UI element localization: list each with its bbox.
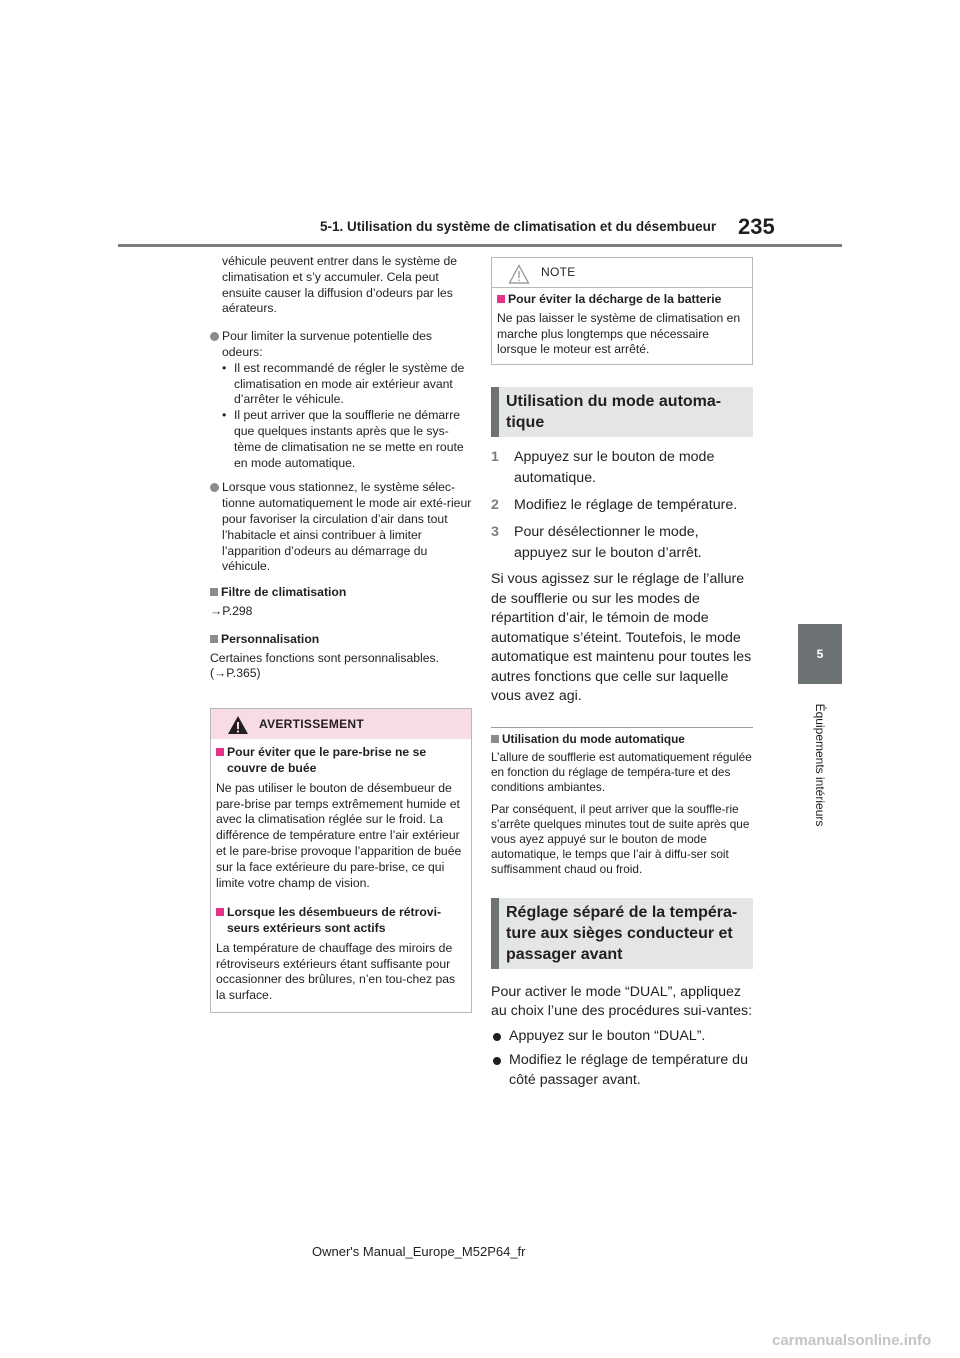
step-item — [491, 447, 753, 489]
right-column — [491, 257, 753, 1090]
odor-sub-item — [222, 361, 472, 408]
bullet-dot-icon — [210, 483, 219, 492]
square-bullet-icon — [216, 748, 224, 756]
warning-item-text: La température de chauffage des miroirs de rétroviseurs extérieurs étant suffisante pour occasionner des brûlures, n’en tou-chez pas la surface. — [216, 940, 456, 1003]
custom-text: Certaines fonctions sont personnalisables. (→P.365) — [210, 650, 439, 681]
parking-item — [210, 480, 472, 575]
auto-usage-text: Par conséquent, il peut arriver que la souffle-rie s’arrête quelques minutes tout de suite après que vous ayez appuyé sur le bouton de mode automatique, le temps que l’air à diffu-ser soit suffisamment chaud ou froid. — [491, 801, 750, 877]
auto-usage-title — [491, 732, 753, 747]
step-text: Pour désélectionner le mode, appuyez sur le bouton d’arrêt. — [514, 524, 702, 562]
warning-item-title-text: Pour éviter que le pare-brise ne se couvre de buée — [227, 745, 427, 775]
note-header — [492, 258, 752, 288]
step-number: 3 — [491, 524, 499, 541]
auto-usage-title-text: Utilisation du mode automatique — [502, 731, 685, 746]
page-number: 235 — [738, 214, 775, 239]
warning-header — [211, 709, 471, 739]
dual-bullet — [491, 1027, 753, 1047]
bullet-icon: • — [222, 408, 227, 423]
note-title — [497, 292, 747, 308]
left-column — [210, 254, 472, 1013]
note-body — [492, 288, 752, 364]
chapter-tab: 5 — [798, 624, 842, 684]
filter-title — [210, 585, 472, 601]
square-bullet-icon — [491, 735, 499, 743]
square-bullet-icon — [210, 588, 218, 596]
step-text: Appuyez sur le bouton de mode automatique. — [514, 449, 715, 487]
note-text: Ne pas laisser le système de climatisation en marche plus longtemps que nécessaire lorsque le moteur est arrêté. — [497, 310, 741, 357]
filter-title-text: Filtre de climatisation — [221, 585, 347, 600]
bullet-dot-icon — [210, 332, 219, 341]
warning-item-text: Ne pas utiliser le bouton de désembueur de pare-brise par temps extrêmement humide et avec la climatisation réglée sur le froid. La différence de température entre l’air extérieur et le pare-brise provoque l’apparition de buée sur la face extérieure du pare-brise, ce qui limite votre champ de vision. — [216, 780, 462, 890]
custom-title — [210, 632, 472, 648]
intro-paragraph: véhicule peuvent entrer dans le système de climatisation et s’y accumuler. Cela peut ensuite causer la diffusion d’odeurs par les aérateurs. — [222, 254, 458, 316]
square-bullet-icon — [216, 908, 224, 916]
step-number: 1 — [491, 449, 499, 466]
dual-mode-heading: Réglage séparé de la tempéra-ture aux sièges conducteur et passager avant — [491, 898, 753, 969]
warning-item-title — [216, 745, 466, 777]
filter-ref[interactable]: →P.298 — [210, 603, 253, 618]
warning-item-title — [216, 905, 466, 937]
auto-mode-paragraph: Si vous agissez sur le réglage de l’allure de soufflerie ou sur les modes de répartition d’air, le témoin de mode automatique s’éteint. Toutefois, le mode automatique est maintenu pour toutes les autres fonctions que celle sur laquelle vous avez agi. — [491, 571, 752, 705]
dual-bullet-text: Appuyez sur le bouton “DUAL”. — [509, 1027, 706, 1044]
warning-triangle-icon — [227, 715, 249, 735]
warning-label: AVERTISSEMENT — [259, 717, 365, 732]
auto-usage-text: L’allure de soufflerie est automatiquement régulée en fonction du réglage de tempéra-ture et des conditions ambiantes. — [491, 749, 752, 795]
note-label: NOTE — [541, 265, 576, 279]
odor-item — [210, 329, 472, 471]
square-bullet-icon — [210, 635, 218, 643]
note-box — [491, 257, 753, 365]
dual-bullet — [491, 1051, 753, 1090]
header-divider — [118, 244, 842, 247]
watermark: carmanualsonline.info — [772, 1332, 932, 1349]
odor-sub-text: Il peut arriver que la soufflerie ne démarre que quelques instants après que le sys-tème de climatisation ne se mette en route en mode automatique. — [234, 408, 464, 470]
chapter-label — [795, 690, 845, 840]
auto-usage-section — [491, 727, 753, 878]
odor-sub-item — [222, 408, 472, 471]
square-bullet-icon — [497, 295, 505, 303]
custom-title-text: Personnalisation — [221, 631, 320, 646]
warning-body — [211, 739, 471, 1012]
parking-item-text: Lorsque vous stationnez, le système sélec-tionne automatiquement le mode air exté-rieur pour favoriser la circulation d’air dans tout l’habitacle et ainsi contribuer à limiter l’apparition d’odeurs au démarrage du véhicule. — [222, 480, 472, 574]
step-text: Modifiez le réglage de température. — [514, 497, 738, 514]
bullet-dot-icon — [493, 1033, 501, 1041]
warning-item-title-text: Lorsque les désembueurs de rétrovi-seurs extérieurs sont actifs — [227, 905, 442, 936]
auto-mode-steps — [491, 447, 753, 564]
step-number: 2 — [491, 497, 499, 514]
bullet-icon: • — [222, 360, 227, 375]
bullet-dot-icon — [493, 1057, 501, 1065]
dual-bullet-text: Modifiez le réglage de température du côté passager avant. — [509, 1052, 748, 1088]
odor-item-text: Pour limiter la survenue potentielle des odeurs: — [222, 329, 433, 359]
chapter-label-text: Équipements intérieurs — [813, 703, 827, 827]
auto-mode-heading: Utilisation du mode automa-tique — [491, 387, 753, 437]
warning-box — [210, 708, 472, 1013]
step-item — [491, 495, 753, 516]
caution-triangle-icon — [508, 264, 530, 284]
section-title: 5-1. Utilisation du système de climatisation et du désembueur — [320, 219, 717, 234]
step-item — [491, 522, 753, 564]
note-title-text: Pour éviter la décharge de la batterie — [508, 292, 722, 306]
odor-sub-text: Il est recommandé de régler le système de climatisation en mode air extérieur avant d’arrêter le véhicule. — [234, 360, 465, 407]
dual-intro: Pour activer le mode “DUAL”, appliquez au choix l’une des procédures sui-vantes: — [491, 983, 753, 1020]
footer-manual-id: Owner's Manual_Europe_M52P64_fr — [312, 1244, 526, 1259]
